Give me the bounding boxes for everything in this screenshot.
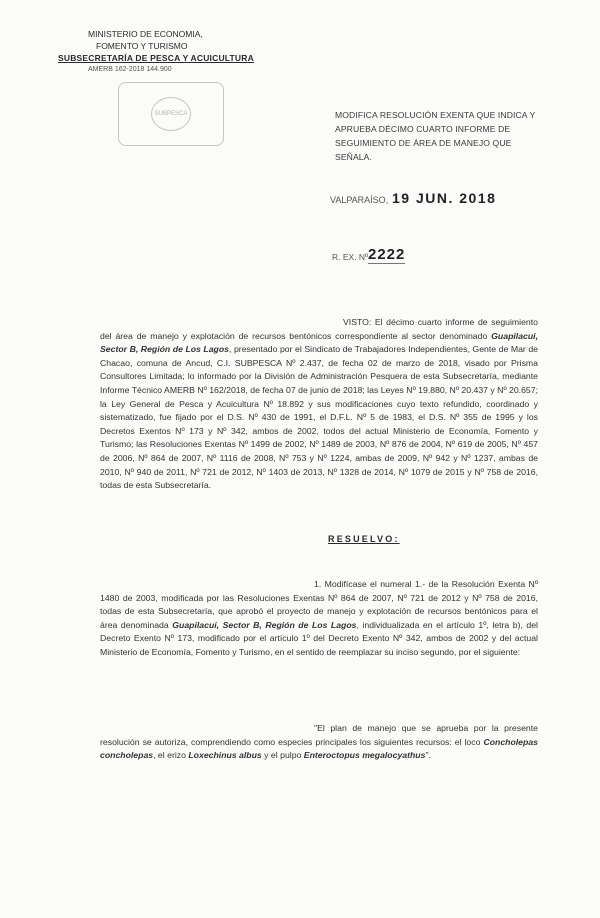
visto-rest: , presentado por el Sindicato de Trabajadores Independientes, Gente de Mar de Chacao, comuna de Ancud, C.I. SUBPESCA Nº 2.437, de fecha 02 de marzo de 2018, visado por Prisma Consultores Limitada; lo informado por la División de Administración Pesquera de esta Subsecretaría, mediante Informe Técnico AMERB Nº 162/2018, de fecha 07 de junio de 2018; las Leyes Nº 19.880, Nº 20.437 y Nº 20.657; la Ley General de Pesca y Acuicultura Nº 18.892 y sus modificaciones cuyo texto refundido, coordinado y sistematizado, fue fijado por el D.S. Nº 430 de 1991, el D.F.L. Nº 5 de 1983, el D.S. Nº 355 de 1995 y los Decretos Exentos Nº 173 y Nº 342, ambos de 2002, todos del actual Ministerio de Economía, Fomento y Turismo; las Resoluciones Exentas Nº 1499 de 2002, Nº 1489 de 2003, Nº 876 de 2004, Nº 619 de 2005, Nº 457 de 2006, Nº 864 de 2007, Nº 1116 de 2008, Nº 753 y Nº 1224, ambas de 2009, Nº 942 y Nº 1237, ambas de 2010, Nº 940 de 2011, Nº 721 de 2012, Nº 1403 de 2013, Nº 1328 de 2014, Nº 1079 de 2015 y Nº 758 de 2016, todas de esta Subsecretaría. [100, 344, 539, 491]
visto-lead: VISTO: El décimo cuarto informe de seguimiento del área de manejo y explotación de recursos bentónicos correspondiente al sector denominado [100, 317, 538, 341]
point1-rest: , individualizada en el artículo 1º, letra b), del Decreto Exento Nº 173, modificado por el artículo 1º del Decreto Exento Nº 342, ambos de 2002 y del actual Ministerio de Economía, Fomento y Turismo, en el sentido de reemplazar su inciso segundo, por el siguiente: [100, 619, 538, 657]
ministry-name-2: FOMENTO Y TURISMO [96, 41, 188, 51]
point1-lead: 1. Modifícase el numeral 1.- de la Resolución Exenta Nº 1480 de 2003, modificada por las Resoluciones Exentas Nº 864 de 2007, Nº 721 de 2012 y Nº 758 de 2016, todas de esta Subsecretaría, que aprobó el proyecto de manejo y explotación de recursos bentónicos para el área denominada [100, 579, 538, 630]
city-label: VALPARAÍSO, [330, 195, 389, 205]
rex-number: 2222 [368, 246, 406, 263]
point1-area-name: Guapilacui, Sector B, Región de Los Lagos [172, 619, 357, 630]
resolution-date: 19 JUN. 2018 [392, 190, 497, 206]
quoted-paragraph [100, 722, 538, 763]
subsecretaria-name: SUBSECRETARÍA DE PESCA Y ACUICULTURA [58, 53, 254, 63]
quote-lead: "El plan de manejo que se aprueba por la presente resolución se autoriza, comprendiendo como especies principales los siguientes recursos: el loco [100, 723, 538, 747]
resuelvo-heading: RESUELVO: [328, 534, 400, 544]
quote-end: ". [425, 750, 431, 761]
resolution-point-1 [100, 578, 538, 660]
species-3: Enteroctopus megalocyathus [303, 750, 426, 761]
species-1: Concholepas concholepas [100, 736, 538, 761]
reference-code: AMERB 162-2018 144.900 [88, 66, 172, 73]
office-stamp [118, 82, 224, 146]
rex-label: R. EX. Nº [332, 252, 369, 262]
resolution-subject: MODIFICA RESOLUCIÓN EXENTA QUE INDICA Y APRUEBA DÉCIMO CUARTO INFORME DE SEGUIMIENTO DE ÁREA DE MANEJO QUE SEÑALA. [335, 110, 536, 162]
letterhead [58, 28, 268, 76]
stamp-seal: SUBPESCA [151, 97, 191, 131]
quote-mid-2: y el pulpo [261, 750, 302, 761]
quote-mid-1: , el erizo [153, 750, 186, 761]
ministry-name: MINISTERIO DE ECONOMIA, [88, 29, 203, 39]
species-2: Loxechinus albus [188, 750, 262, 761]
visto-area-name: Guapilacui, Sector B, Región de Los Lagos [100, 330, 538, 355]
dateline [330, 190, 570, 210]
resolution-number [332, 246, 532, 268]
visto-paragraph [100, 316, 538, 493]
